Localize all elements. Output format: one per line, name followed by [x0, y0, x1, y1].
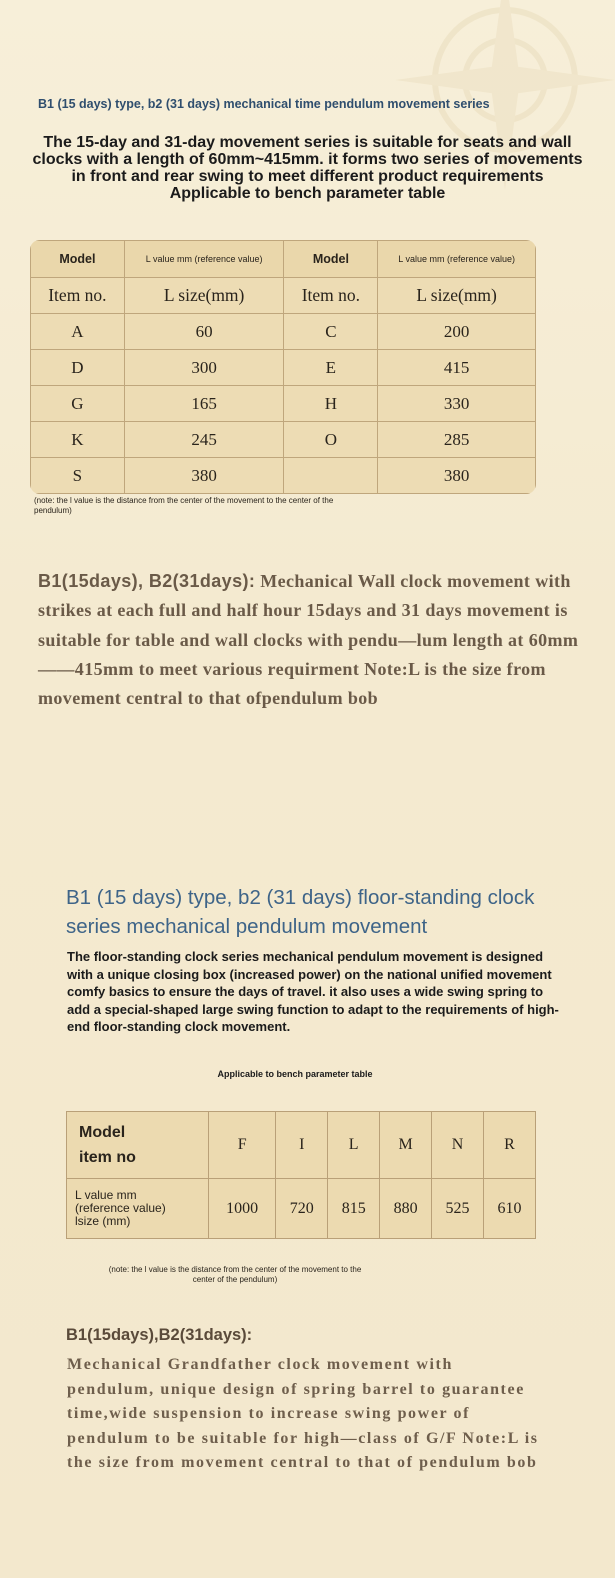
- section2-english-heading: B1(15days),B2(31days):: [66, 1326, 253, 1344]
- model-cell: N: [432, 1112, 484, 1179]
- section2-intro: The floor-standing clock series mechanical pendulum movement is designed with a unique closing box (increased power) on the national unified movement comfy basics to ensure the days of travel. it also uses a wide swing spring to add a special-shaped large swing function to adapt to the requirements of high-end floor-standing clock movement.: [67, 949, 559, 1034]
- subheader-item-no: Item no.: [31, 278, 125, 314]
- table-row: [31, 458, 536, 494]
- model-cell: M: [380, 1112, 432, 1179]
- table-cell: E: [284, 350, 378, 386]
- table-header-row: [31, 241, 536, 278]
- header-model: Model: [284, 241, 378, 278]
- table-cell: 380: [124, 458, 284, 494]
- value-cell: 525: [432, 1179, 484, 1239]
- table-cell: O: [284, 422, 378, 458]
- table-cell: S: [31, 458, 125, 494]
- model-cell: R: [484, 1112, 536, 1179]
- table-row: [31, 386, 536, 422]
- table-row: [31, 314, 536, 350]
- subheader-l-size: L size(mm): [378, 278, 536, 314]
- table-cell: 415: [378, 350, 536, 386]
- table-cell: [284, 458, 378, 494]
- subheader-item-no: Item no.: [284, 278, 378, 314]
- table-cell: 165: [124, 386, 284, 422]
- table-cell: 200: [378, 314, 536, 350]
- parameter-table-1: [30, 240, 536, 494]
- table-subheader-row: [31, 278, 536, 314]
- table-cell: 300: [124, 350, 284, 386]
- section2-note: (note: the l value is the distance from the center of the movement to the center of the pendulum): [108, 1265, 362, 1284]
- table-cell: 330: [378, 386, 536, 422]
- table-cell: 285: [378, 422, 536, 458]
- table-row-values: [67, 1179, 536, 1239]
- table-row: [31, 350, 536, 386]
- value-cell: 880: [380, 1179, 432, 1239]
- header-l-value: L value mm (reference value): [378, 241, 536, 278]
- section1-english-text: [38, 567, 598, 713]
- table-cell: H: [284, 386, 378, 422]
- model-cell: I: [276, 1112, 328, 1179]
- model-cell: L: [328, 1112, 380, 1179]
- table-cell: 60: [124, 314, 284, 350]
- section1-english-body: Mechanical Wall clock movement with strikes at each full and half hour 15days and 31 days movement is suitable for table and wall clocks with pendu—lum length at 60mm——415mm to meet various requirment Note:L is the size from movement central to that ofpendulum bob: [38, 571, 579, 709]
- table-cell: G: [31, 386, 125, 422]
- header-l-value: L value mm (reference value): [124, 241, 284, 278]
- table-cell: K: [31, 422, 125, 458]
- table-row-models: [67, 1112, 536, 1179]
- section2-title: B1 (15 days) type, b2 (31 days) floor-standing clock series mechanical pendulum movement: [66, 886, 535, 938]
- table-cell: 245: [124, 422, 284, 458]
- section2-table-caption: Applicable to bench parameter table: [217, 1069, 373, 1079]
- section1-english-heading: B1(15days), B2(31days):: [38, 571, 256, 591]
- table-cell: C: [284, 314, 378, 350]
- row-label-l-value: L value mm (reference value) lsize (mm): [67, 1179, 209, 1239]
- subheader-l-size: L size(mm): [124, 278, 284, 314]
- section1-subtitle: B1 (15 days) type, b2 (31 days) mechanical time pendulum movement series: [38, 97, 490, 111]
- value-cell: 610: [484, 1179, 536, 1239]
- model-cell: F: [209, 1112, 276, 1179]
- parameter-table-2: [66, 1111, 536, 1239]
- table-cell: D: [31, 350, 125, 386]
- header-model: Model: [31, 241, 125, 278]
- section1-intro: The 15-day and 31-day movement series is suitable for seats and wall clocks with a length of 60mm~415mm. it forms two series of movements in front and rear swing to meet different product requirements Applicable to bench parameter table: [32, 134, 583, 202]
- section1-note: (note: the l value is the distance from the center of the movement to the center of the pendulum): [34, 496, 334, 515]
- table-cell: A: [31, 314, 125, 350]
- section2-english-body: Mechanical Grandfather clock movement with pendulum, unique design of spring barrel to guarantee time,wide suspension to increase swing power of pendulum to be suitable for high—class of G/F Note:L is the size from movement central to that of pendulum bob: [67, 1356, 539, 1472]
- table-row: [31, 422, 536, 458]
- value-cell: 815: [328, 1179, 380, 1239]
- row-label-model: Model item no: [67, 1112, 209, 1179]
- value-cell: 1000: [209, 1179, 276, 1239]
- value-cell: 720: [276, 1179, 328, 1239]
- table-cell: 380: [378, 458, 536, 494]
